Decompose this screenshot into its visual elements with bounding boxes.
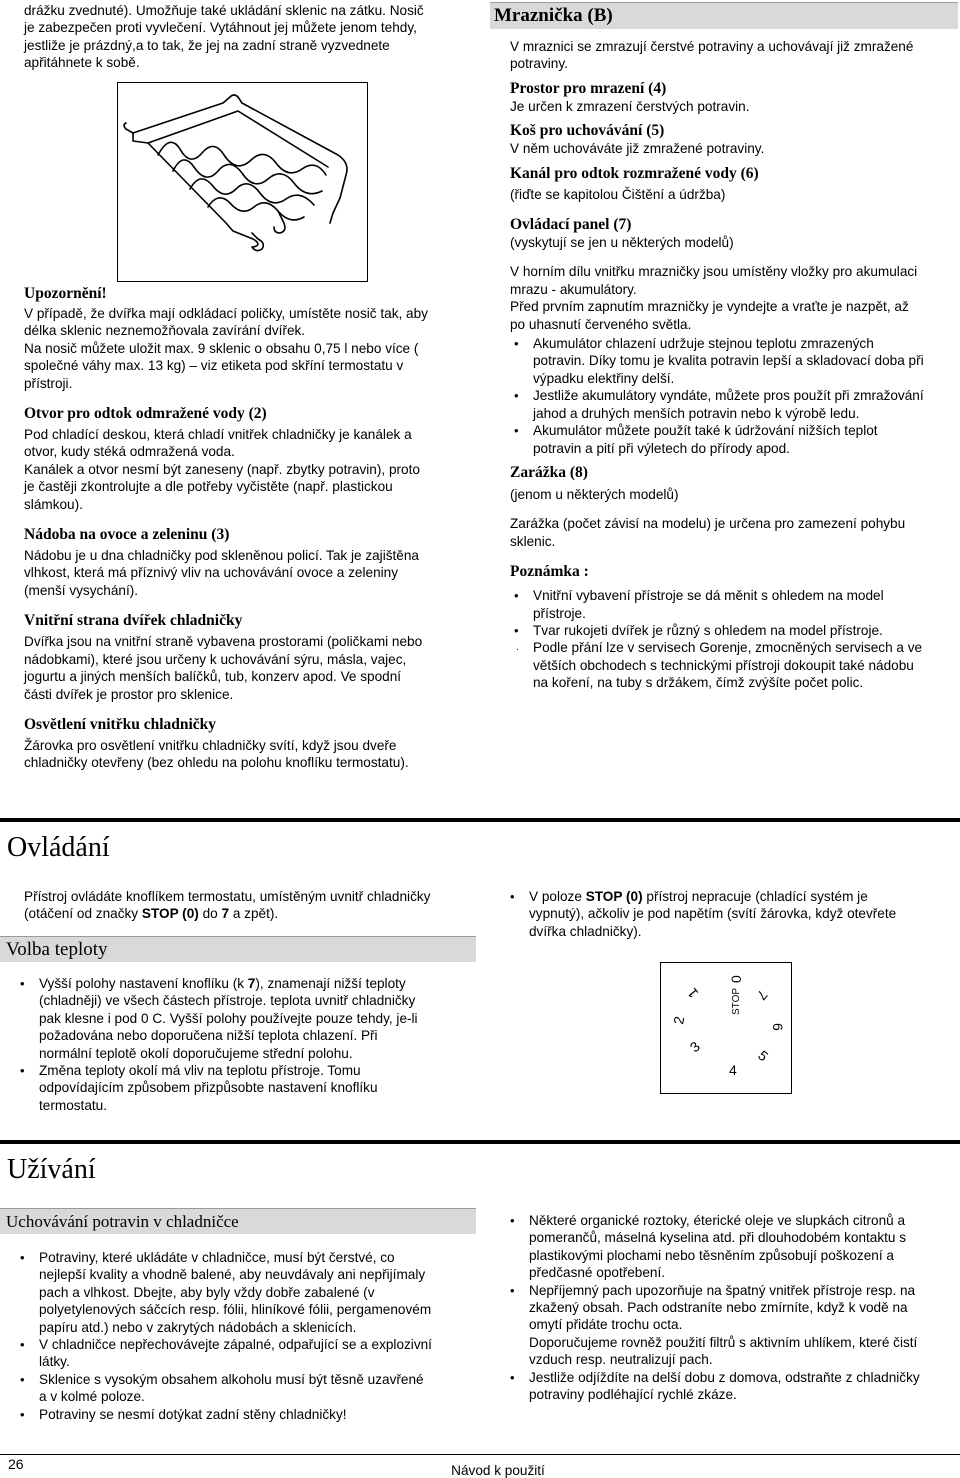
text-line (24, 905, 474, 922)
dial-label-2: 2 (670, 1015, 688, 1026)
text-span: a zpět). (229, 906, 279, 922)
text-span: do (198, 906, 222, 922)
text-line: • Vnitřní vybavení přístroje se dá měnit s ohledem na model (533, 588, 884, 604)
dial-label-zero: 0 (728, 975, 744, 983)
text-line: a v kolmé poloze. (39, 1389, 145, 1405)
footer-page-number: 26 (8, 1456, 24, 1472)
text-line: termostatu. (39, 1097, 107, 1113)
list-item (16, 1249, 476, 1336)
text-line: společné váhy max. 13 kg) – viz etiketa pod skříní termostatu v (24, 358, 404, 374)
text-line: na koření, na tuby s držákem, čímž zvýšíte počet polic. (533, 675, 864, 691)
text-line: výpadku elektřiny delší. (533, 370, 675, 386)
text-span: (otáčení od značky (24, 906, 142, 922)
list-item (510, 387, 958, 422)
text-line: potravin a pití při výletech do přírody apod. (533, 440, 790, 456)
list-item (506, 1369, 958, 1404)
usage-right-column (506, 1212, 958, 1403)
text-line: nádobkami), které jsou určeny k uchovávání sýru, másla, vajec, (24, 651, 407, 667)
text-line: jahod a druhých menších potravin nebo k výrobě ledu. (533, 405, 860, 421)
text-span: STOP (0) (585, 889, 643, 904)
text-line: je častěji zkontrolujte a dle potřeby vyčistěte (např. plastickou (24, 479, 393, 495)
text-line: papíru atd.) nebo v zakrytých nádobách a sklenicích. (39, 1319, 357, 1335)
heading-interior-light: Osvětlení vnitřku chladničky (24, 715, 217, 733)
heading-note: Poznámka : (510, 563, 589, 581)
accumulator-list (510, 335, 958, 457)
dial-label-6: 6 (770, 1023, 786, 1031)
text-line: • V chladničce nepřechovávejte zápalné, odpařující se a explozivní (39, 1337, 432, 1353)
text-line: • Jestliže odjíždíte na delší dobu z domova, odstraňte z chladničky (529, 1369, 920, 1385)
text-line: po uhasnutí červeného světla. (510, 316, 692, 332)
text-line: Na nosič můžete uložit max. 9 sklenic o obsahu 0,75 l nebo více ( (24, 340, 419, 356)
text-line: Zarážka (počet závisí na modelu) je určena pro zamezení pohybu (510, 516, 906, 532)
text-line: polyetylenových sáčcích resp. fólii, hliníkové fólii, pergamenovém (39, 1302, 432, 1318)
list-item (16, 1336, 476, 1371)
list-item (16, 1371, 476, 1406)
stopper-subtitle: (jenom u některých modelů) (510, 486, 679, 502)
dial-label-5: 5 (755, 1047, 772, 1065)
text-line: potraviny podléhající rychlé zkáze. (529, 1387, 737, 1403)
text-line: Kanálek a otvor nesmí být zaneseny (např. zbytky potravin), proto (24, 461, 420, 477)
section-rule-usage (0, 1140, 960, 1144)
text-line: nejlepší kvality a vhodně balené, aby neuvdávaly ani nepřijímaly (39, 1267, 426, 1283)
text-line: V případě, že dvířka mají odkládací poličky, umístěte nosič tak, aby (24, 306, 428, 321)
text-line: vlhkost, která má příznivý vliv na uchovávání ovoce a zeleniny (24, 565, 399, 581)
text-line: požadována nebo doporučena nižší teplota chlazení. Při (39, 1028, 378, 1044)
footer-rule (0, 1454, 960, 1455)
text-line: (chladněji) ve všech částech přístroje. teplota uvnitř chladničky (39, 993, 416, 1009)
text-line: • Akumulátor chlazení udržuje stejnou teplotu zmrazených (533, 336, 874, 352)
storage-box-title (0, 1208, 476, 1234)
warning-text (24, 305, 469, 392)
usage-left-column (16, 1249, 476, 1423)
text-line: • Tvar rukojeti dvířek je různý s ohledem na model přístroje. (533, 622, 883, 638)
stopper-text (510, 515, 958, 550)
text-line: sklenic. (510, 533, 556, 549)
text-line: V horním dílu vnitřku mrazničky jsou umístěny vložky pro akumulaci (510, 264, 918, 280)
heading-defrost-channel: Kanál pro odtok rozmražené vody (6) (510, 164, 759, 182)
text-line: plastikovými plochami nebo těsněním způsobují poškození a (529, 1247, 894, 1263)
section-title-usage: Užívání (7, 1154, 96, 1185)
list-item (16, 975, 476, 1062)
text-line: větších obchodech s technickými přístroji dokoupit také nádobu (533, 657, 914, 673)
text-line (39, 975, 476, 992)
text-line: odpovídajícím způsobem přizpůsobte nastavení knoflíku (39, 1080, 378, 1096)
text-line: chladničky otevřeny (bez ohledu na polohu knoflíku termostatu). (24, 755, 409, 771)
heading-vegetable-drawer: Nádoba na ovoce a zeleninu (3) (24, 526, 230, 544)
note-list (510, 587, 958, 691)
text-line: apřitáhnete k sobě. (24, 55, 140, 71)
text-line: předčasné opotřebení. (529, 1265, 666, 1281)
control-panel-text: (vyskytují se jen u některých modelů) (510, 235, 734, 251)
text-line: jogurtu a jiných menších balíčků, tub, konzerv apod. Ve spodní (24, 669, 402, 685)
list-item (506, 1212, 958, 1282)
text-span: Vyšší polohy nastavení knoflíku (k (39, 976, 248, 991)
text-line: pak klesne i pod 0 C. Vyšší polohy používejte pouze tehdy, je-li (39, 1010, 418, 1026)
text-line: Nádobu je u dna chladničky pod skleněnou policí. Tak je zajištěna (24, 548, 419, 564)
text-line: Dvířka jsou na vnitřní straně vybavena prostorami (poličkami nebo (24, 634, 423, 650)
drain-hole-text (24, 426, 469, 513)
storage-basket-text: V něm uchováváte již zmražené potraviny. (510, 141, 765, 157)
heading-door-inside: Vnitřní strana dvířek chladničky (24, 612, 243, 630)
list-item (506, 888, 958, 940)
freezer-intro (510, 38, 958, 73)
door-inside-text (24, 633, 469, 703)
text-line: pomerančů, máselná kyselina atd. při dlouhodobém kontaktu s (529, 1230, 907, 1246)
text-line: potraviny. (510, 56, 568, 72)
dial-label-1: 1 (684, 985, 702, 1002)
list-item (510, 622, 958, 639)
text-line: normální teplotě okolí doporučujeme střední polohu. (39, 1045, 353, 1061)
text-line: drážku zvednuté). Umožňuje také ukládání sklenic na zátku. Nosič (24, 3, 424, 18)
stop-list (506, 888, 958, 940)
text-line: látky. (39, 1354, 70, 1370)
intro-text (24, 2, 464, 72)
text-line: • Sklenice s vysokým obsahem alkoholu musí být těsně uzavřené (39, 1371, 424, 1387)
storage-title-text: Uchovávání potravin v chladničce (6, 1212, 239, 1231)
text-line: • Potraviny se nesmí dotýkat zadní stěny chladničky! (39, 1406, 347, 1422)
text-line: přístroje. (533, 605, 586, 621)
warning-title: Upozornění! (24, 285, 107, 302)
list-item (510, 639, 958, 691)
text-line: (menší vysychání). (24, 582, 139, 598)
text-line: části dvířek je prostor pro sklenice. (24, 686, 234, 702)
list-item (510, 587, 958, 622)
text-line: Přístroj ovládáte knoflíkem termostatu, umístěným uvnitř chladničky (24, 889, 431, 904)
text-line: dvířka chladničky). (529, 923, 642, 939)
text-line: slámkou). (24, 496, 83, 512)
text-line: omytí přidáte trochu octa. (529, 1317, 683, 1333)
text-span: 7 (247, 976, 256, 991)
text-line: V mraznici se zmrazují čerstvé potraviny a uchovávají již zmražené (510, 39, 914, 54)
temperature-list (16, 975, 476, 1114)
list-item (506, 1282, 958, 1369)
text-line: • Některé organické roztoky, éterické oleje ve slupkách citronů a (529, 1213, 906, 1228)
list-item (510, 335, 958, 387)
text-line: pach a vlhkost. Dbejte, aby byly vždy dobře zabalené (v (39, 1284, 375, 1300)
text-line: vzduch resp. neutralizují pach. (529, 1352, 713, 1368)
freezing-space-text: Je určen k zmrazení čerstvých potravin. (510, 98, 750, 114)
text-line: • Potraviny, které ukládáte v chladničce, musí být čerstvé, co (39, 1250, 395, 1265)
text-line: délka sklenic neznemožňovala zavírání dvířek. (24, 323, 306, 339)
temperature-title-text: Volba teploty (6, 939, 108, 960)
heading-drain-hole: Otvor pro odtok odmražené vody (2) (24, 405, 267, 423)
freezer-box-title (490, 2, 958, 29)
thermostat-dial-illustration (660, 962, 792, 1094)
text-line (529, 888, 958, 905)
text-line: Před prvním zapnutím mrazničky je vyndejte a vraťte je nazpět, až (510, 299, 909, 315)
text-line: Pod chladící deskou, která chladí vnitřek chladničky je kanálek a (24, 427, 412, 443)
text-line: potravin. Díky tomu je kvalita potravin lepší a skladovací doba při (533, 353, 924, 369)
dial-label-7: 7 (753, 987, 771, 1004)
heading-storage-basket: Koš pro uchovávání (5) (510, 122, 665, 140)
text-span: STOP (0) (141, 906, 199, 922)
vegetable-drawer-text (24, 547, 469, 599)
text-line: • Nepříjemný pach upozorňuje na špatný vnitřek přístroje resp. na (529, 1282, 916, 1298)
section-title-controls: Ovládání (7, 832, 110, 863)
footer-title: Návod k použití (451, 1463, 545, 1478)
dial-label-3: 3 (686, 1038, 703, 1056)
heading-stopper: Zarážka (8) (510, 463, 588, 481)
bottle-rack-icon (118, 83, 367, 281)
text-span: ), znamenají nižší teploty (255, 976, 406, 991)
left-top-column-lower (24, 284, 469, 772)
text-line: otvor, kudy stéká odmražená voda. (24, 444, 235, 460)
text-line: vypnutý), ačkoliv je pod napětím (svítí žárovka, když otevřete (529, 906, 897, 922)
text-span: 7 (221, 906, 230, 922)
text-line: jestliže je prázdný,a to tak, že jej na zadní straně vyzvednete (24, 37, 390, 53)
temperature-column (16, 975, 476, 1114)
section-rule-controls (0, 818, 960, 822)
controls-left-column (24, 888, 474, 923)
list-item (16, 1062, 476, 1114)
text-span: přístroj nepracuje (chladící systém je (642, 889, 868, 904)
dial-label-stop: STOP (731, 987, 742, 1015)
left-top-column (24, 2, 464, 72)
bottle-rack-illustration (117, 82, 368, 282)
interior-light-text (24, 737, 469, 772)
text-line: • Změna teploty okolí má vliv na teplotu přístroje. Tomu (39, 1063, 361, 1079)
text-line: zkažený obsah. Pach odstraníte nebo zmírníte, když k vodě na (529, 1300, 908, 1316)
text-line: mrazu - akumulátory. (510, 281, 637, 297)
heading-freezing-space: Prostor pro mrazení (4) (510, 79, 667, 97)
text-line: Žárovka pro osvětlení vnitřku chladničky svítí, když jsou dveře (24, 737, 397, 753)
heading-control-panel: Ovládací panel (7) (510, 216, 632, 234)
text-line: • Akumulátor můžete použít také k údržování nižších teplot (533, 423, 878, 439)
defrost-channel-text: (řiďte se kapitolou Čištění a údržba) (510, 186, 726, 202)
thermostat-dial-icon (661, 963, 791, 1093)
list-item (16, 1406, 476, 1423)
text-line: • Jestliže akumulátory vyndáte, můžete pros použít při zmražování (533, 388, 924, 404)
text-line: přístroji. (24, 375, 73, 391)
text-line: . Podle přání lze v servisech Gorenje, zmocněných servisech a ve (533, 640, 923, 656)
usage-left-list (16, 1249, 476, 1423)
text-line: Doporučujeme rovněž použití filtrů s aktivním uhlíkem, které čistí (529, 1334, 918, 1350)
accumulator-text (510, 263, 958, 333)
right-top-column (510, 38, 958, 692)
text-span: V poloze (529, 889, 586, 904)
usage-right-list (506, 1212, 958, 1403)
controls-right-column (506, 888, 958, 940)
temperature-box-title (0, 936, 476, 962)
text-line: je zabezpečen proti vyvlečení. Vytáhnout jej můžete jenom tehdy, (24, 20, 417, 36)
freezer-title-text: Mraznička (B) (494, 5, 613, 26)
dial-label-4: 4 (729, 1062, 737, 1078)
list-item (510, 422, 958, 457)
